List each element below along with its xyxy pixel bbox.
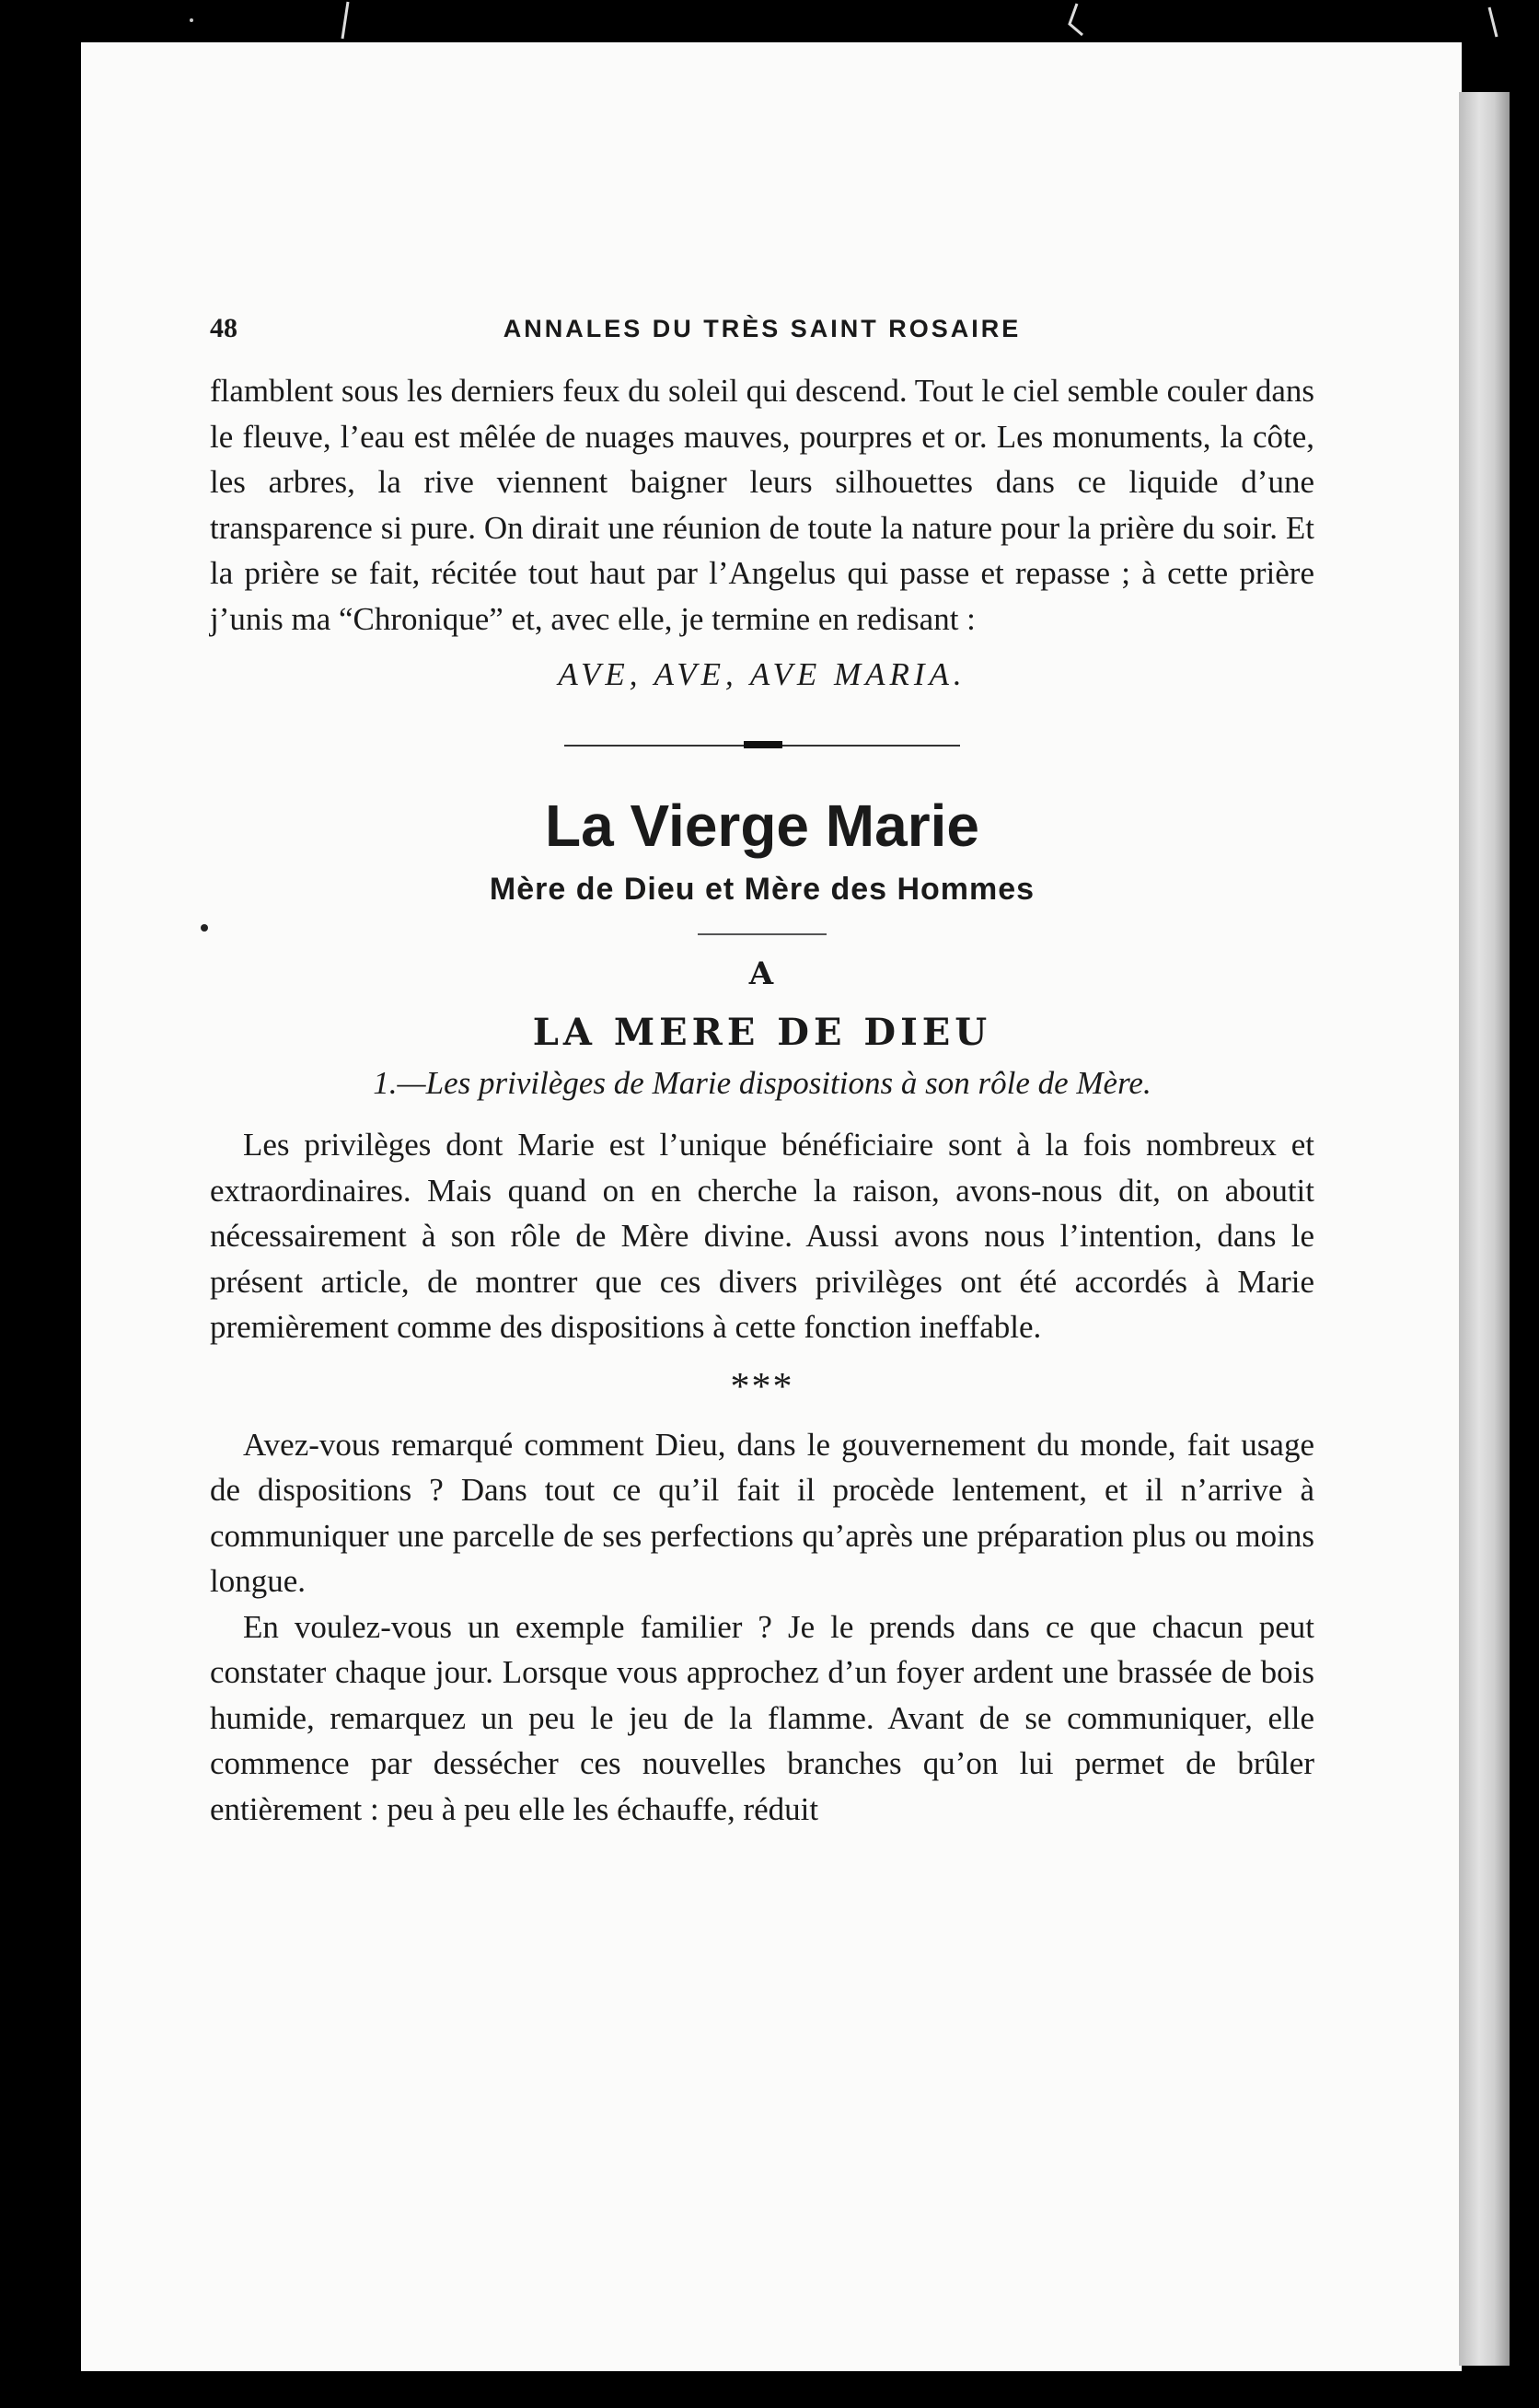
article-subtitle: Mère de Dieu et Mère des Hommes bbox=[489, 872, 1036, 907]
page-number: 48 bbox=[210, 313, 237, 343]
short-divider bbox=[698, 933, 827, 935]
body-paragraph-2: Avez-vous remarqué comment Dieu, dans le gouvernement du monde, fait usage de dispositions ? Dans tout ce qu’il fait il procède lentement, et il n’arrive à communiquer une parcelle de ses perfections qu’après une préparation plus ou moins longue. bbox=[210, 1426, 1314, 1599]
body-paragraph-1: Les privilèges dont Marie est l’unique bénéficiaire sont à la fois nombreux et extraordinaires. Mais quand on en cherche la raison, avons-nous dit, on aboutit nécessairement à son rôle de Mère divine. Aussi avons nous l’intention, dans le présent article, de montrer que ces divers privilèges ont été accordés à Marie premièrement comme des dispositions à cette fonction ineffable. bbox=[210, 1127, 1314, 1345]
running-title: ANNALES DU TRÈS SAINT ROSAIRE bbox=[503, 315, 1022, 342]
ave-maria-closing: AVE, AVE, AVE MARIA. bbox=[558, 656, 966, 692]
asterism-separator: *** bbox=[730, 1365, 794, 1408]
section-letter: A bbox=[748, 955, 776, 992]
page-edge-shadow bbox=[1459, 92, 1510, 2366]
section-title: LA MERE DE DIEU bbox=[532, 1011, 992, 1054]
subsection-title: 1.—Les privilèges de Marie dispositions à son rôle de Mère. bbox=[373, 1065, 1151, 1101]
page-content bbox=[210, 313, 1314, 1832]
running-header bbox=[210, 313, 1314, 368]
ink-speck bbox=[201, 924, 208, 932]
ornamental-divider bbox=[564, 741, 960, 750]
body-paragraph-3: En voulez-vous un exemple familier ? Je le prends dans ce que chacun peut constater chaque jour. Lorsque vous approchez d’un foyer ardent une brassée de bois humide, remarquez un peu le jeu de la flamme. Avant de se communiquer, elle commence par dessécher ces nouvelles branches qu’on lui permet de brûler entièrement : peu à peu elle les échauffe, réduit bbox=[210, 1608, 1314, 1827]
intro-paragraph: flamblent sous les derniers feux du soleil qui descend. Tout le ciel semble couler dans le fleuve, l’eau est mêlée de nuages mauves, pourpres et or. Les monuments, la côte, les arbres, la rive viennent baigner leurs silhouettes dans ce liquide d’une transparence si pure. On dirait une réunion de toute la nature pour la prière du soir. Et la prière se fait, récitée tout haut par l’Angelus qui passe et repasse ; à cette prière j’unis ma “Chronique” et, avec elle, je termine en redisant : bbox=[210, 373, 1314, 637]
article-title: La Vierge Marie bbox=[545, 793, 979, 859]
